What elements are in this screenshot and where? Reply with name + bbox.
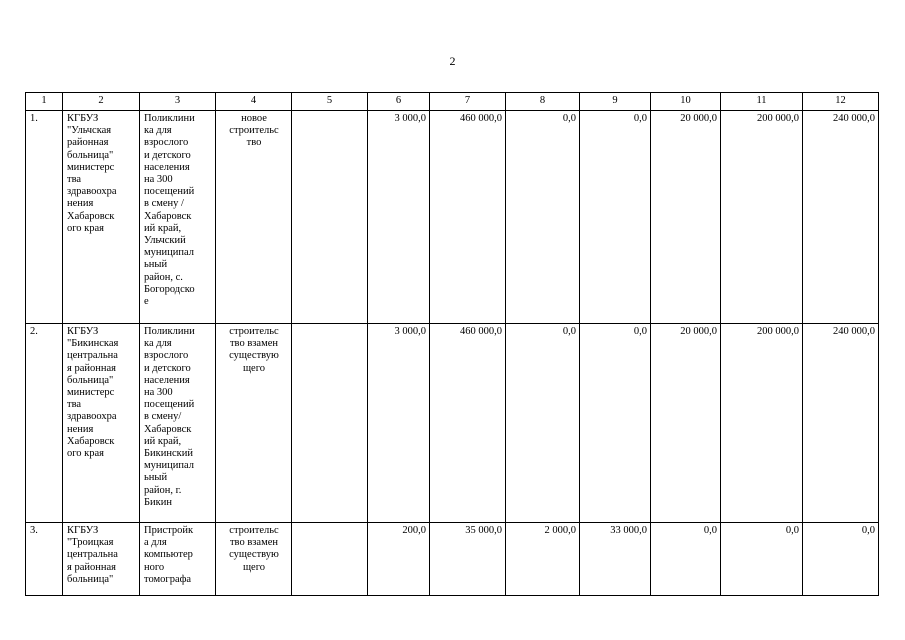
cell-col11: 200 000,0 — [721, 111, 803, 324]
column-header: 6 — [368, 93, 430, 111]
column-header: 11 — [721, 93, 803, 111]
page-number: 2 — [449, 54, 456, 68]
organization-cell: КГБУЗ "Бикинская центральна я районная больница" министерс тва здравоохра нения Хабаровск ого края — [63, 324, 140, 523]
cell-col6: 200,0 — [368, 523, 430, 596]
cell-col9: 0,0 — [580, 324, 651, 523]
cell-col5 — [292, 523, 368, 596]
cell-col6: 3 000,0 — [368, 111, 430, 324]
column-header: 8 — [506, 93, 580, 111]
cell-col5 — [292, 324, 368, 523]
cell-col7: 460 000,0 — [430, 111, 506, 324]
column-header: 4 — [216, 93, 292, 111]
row-number: 1. — [26, 111, 63, 324]
column-header: 12 — [803, 93, 879, 111]
object-cell: Пристройк а для компьютер ного томографа — [140, 523, 216, 596]
cell-col11: 200 000,0 — [721, 324, 803, 523]
column-header: 10 — [651, 93, 721, 111]
cell-col7: 460 000,0 — [430, 324, 506, 523]
cell-col8: 2 000,0 — [506, 523, 580, 596]
organization-cell: КГБУЗ "Троицкая центральна я районная больница" — [63, 523, 140, 596]
header-row — [26, 93, 879, 111]
cell-col12: 240 000,0 — [803, 324, 879, 523]
object-cell: Поликлини ка для взрослого и детского населения на 300 посещений в смену/ Хабаровск ий край, Бикинский муниципал ьный район, г. Бикин — [140, 324, 216, 523]
column-header: 1 — [26, 93, 63, 111]
table-row — [26, 523, 879, 596]
organization-cell: КГБУЗ "Ульчская районная больница" министерс тва здравоохра нения Хабаровск ого края — [63, 111, 140, 324]
column-header: 9 — [580, 93, 651, 111]
cell-col6: 3 000,0 — [368, 324, 430, 523]
table-row — [26, 324, 879, 523]
cell-col9: 33 000,0 — [580, 523, 651, 596]
cell-col10: 20 000,0 — [651, 324, 721, 523]
row-number: 3. — [26, 523, 63, 596]
cell-col7: 35 000,0 — [430, 523, 506, 596]
cell-col10: 20 000,0 — [651, 111, 721, 324]
cell-col11: 0,0 — [721, 523, 803, 596]
cell-col9: 0,0 — [580, 111, 651, 324]
cell-col5 — [292, 111, 368, 324]
column-header: 3 — [140, 93, 216, 111]
cell-col12: 0,0 — [803, 523, 879, 596]
column-header: 2 — [63, 93, 140, 111]
cell-col10: 0,0 — [651, 523, 721, 596]
object-cell: Поликлини ка для взрослого и детского населения на 300 посещений в смену / Хабаровск ий край, Ульчский муниципал ьный район, с. Богородско е — [140, 111, 216, 324]
construction-type-cell: строительс тво взамен существую щего — [216, 324, 292, 523]
cell-col12: 240 000,0 — [803, 111, 879, 324]
cell-col8: 0,0 — [506, 324, 580, 523]
construction-type-cell: новое строительс тво — [216, 111, 292, 324]
cell-col8: 0,0 — [506, 111, 580, 324]
column-header: 7 — [430, 93, 506, 111]
table-row — [26, 111, 879, 324]
column-header: 5 — [292, 93, 368, 111]
row-number: 2. — [26, 324, 63, 523]
construction-type-cell: строительс тво взамен существую щего — [216, 523, 292, 596]
investment-table — [25, 92, 879, 596]
